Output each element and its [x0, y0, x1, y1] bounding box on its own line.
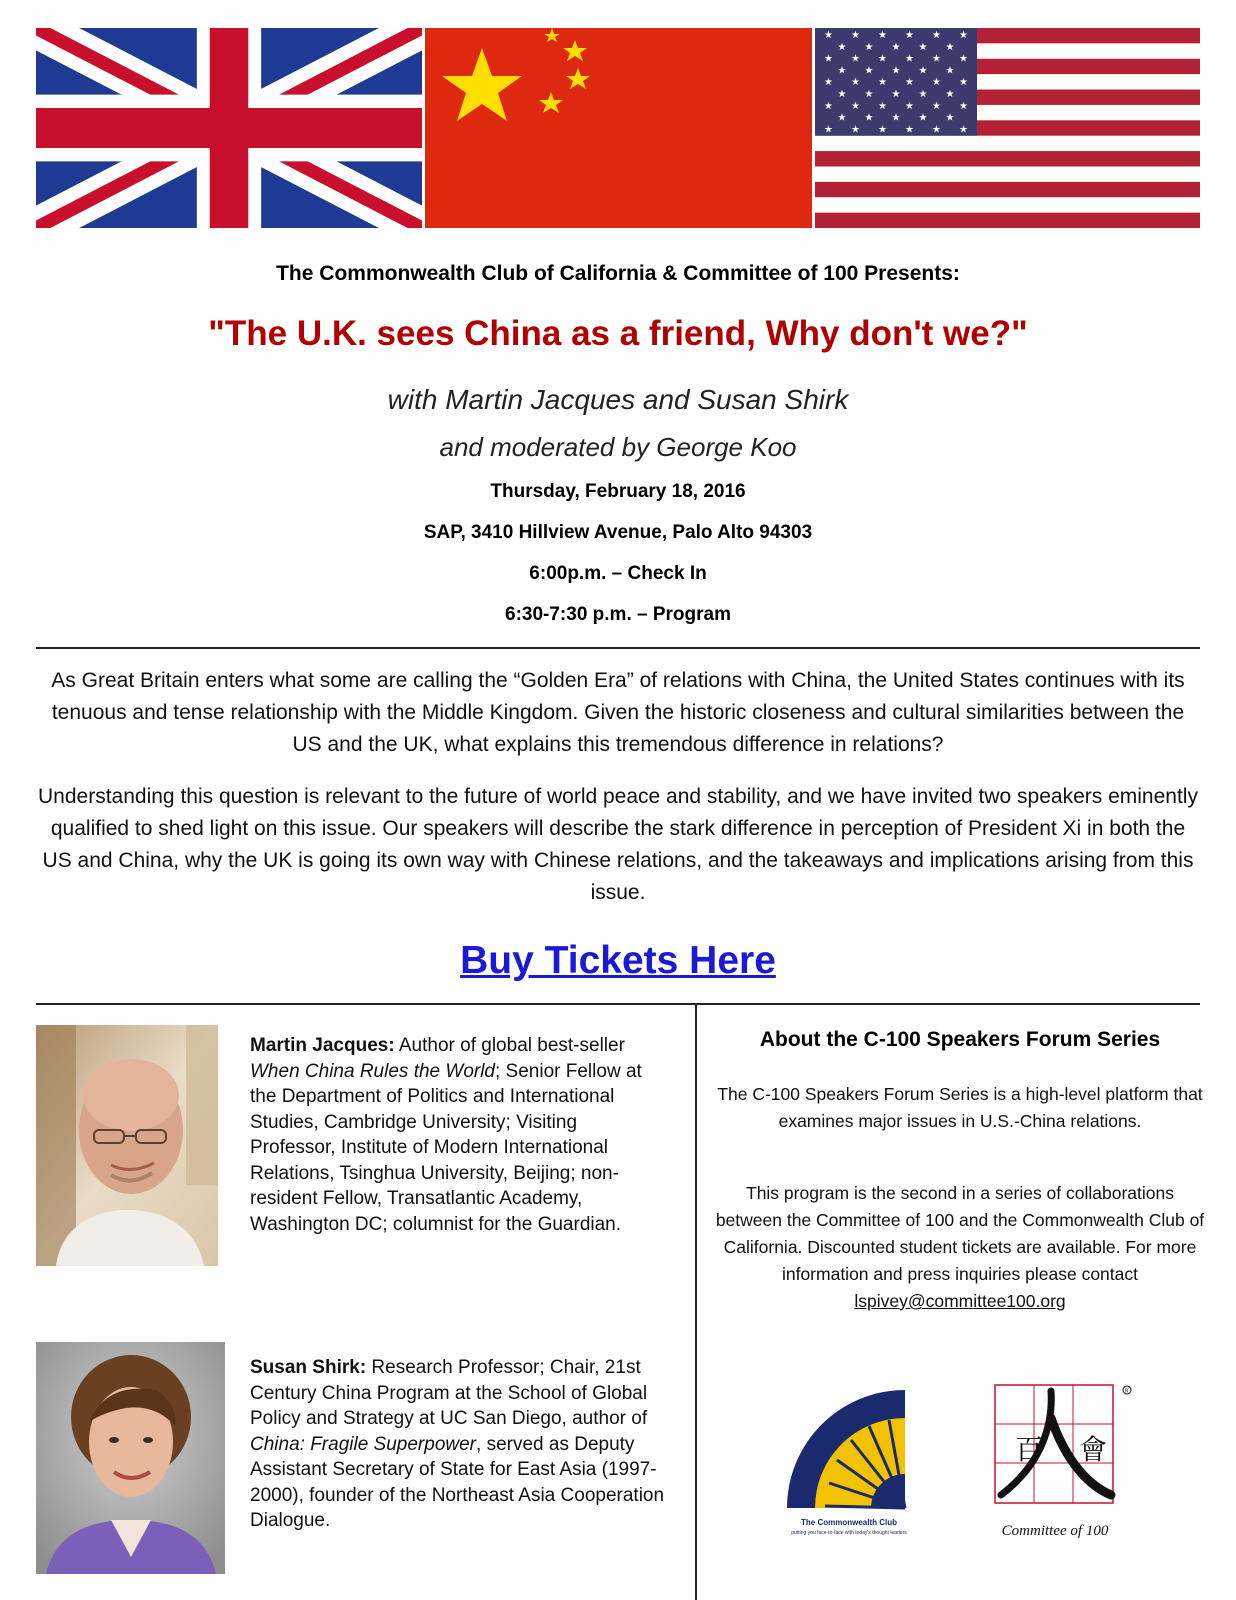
svg-text:★: ★ — [932, 100, 941, 112]
svg-text:★: ★ — [918, 89, 928, 100]
svg-text:★: ★ — [959, 100, 968, 112]
svg-text:★: ★ — [905, 77, 914, 89]
svg-text:★: ★ — [959, 124, 968, 136]
svg-text:★: ★ — [824, 100, 833, 112]
about-paragraph-2 — [715, 1180, 1205, 1315]
committee-of-100-name: Committee of 100 — [1001, 1523, 1109, 1539]
svg-text:★: ★ — [959, 53, 968, 65]
svg-text:★: ★ — [851, 30, 860, 41]
svg-text:★: ★ — [878, 100, 887, 112]
svg-text:★: ★ — [851, 77, 860, 89]
c100-char-left: 百 — [1015, 1433, 1044, 1466]
checkin-time: 6:00p.m. – Check In — [529, 563, 707, 584]
program-time: 6:30-7:30 p.m. – Program — [505, 604, 731, 625]
svg-text:★: ★ — [851, 100, 860, 112]
svg-text:★: ★ — [932, 77, 941, 89]
svg-text:★: ★ — [878, 124, 887, 136]
svg-text:★: ★ — [905, 100, 914, 112]
svg-text:★: ★ — [878, 30, 887, 41]
svg-text:★: ★ — [891, 112, 901, 124]
svg-text:★: ★ — [945, 41, 955, 53]
svg-text:★: ★ — [932, 124, 941, 136]
svg-text:★: ★ — [959, 30, 968, 41]
svg-text:★: ★ — [837, 89, 847, 100]
c100-char-right: 會 — [1079, 1433, 1108, 1466]
svg-text:★: ★ — [864, 41, 874, 53]
event-title: "The U.K. sees China as a friend, Why don't we?" — [208, 314, 1028, 353]
svg-text:★: ★ — [864, 112, 874, 124]
presenter-line: The Commonwealth Club of California & Committee of 100 Presents: — [276, 262, 960, 285]
committee-of-100-logo — [993, 1383, 1141, 1538]
susan-shirk-bio-text-1: Research Professor; Chair, 21st Century China Program at the School of Global Policy and Strategy at UC San Diego, author of — [250, 1357, 648, 1429]
svg-text:★: ★ — [891, 41, 901, 53]
martin-jacques-book: When China Rules the World — [250, 1060, 495, 1082]
svg-text:★: ★ — [864, 89, 874, 100]
svg-text:★: ★ — [932, 30, 941, 41]
svg-text:★: ★ — [864, 65, 874, 77]
svg-text:★: ★ — [905, 124, 914, 136]
uk-flag — [36, 28, 422, 228]
martin-jacques-bio-text-2: ; Senior Fellow at the Department of Politics and International Studies, Cambridge University; Visiting Professor, Institute of Modern International Relations, Tsinghua University, Beijing; non-resident Fellow, Transatlantic Academy, Washington DC; columnist for the Guardian. — [250, 1060, 642, 1235]
svg-text:★: ★ — [959, 77, 968, 89]
event-date: Thursday, February 18, 2016 — [490, 481, 746, 502]
china-flag — [425, 28, 812, 228]
svg-text:★: ★ — [945, 112, 955, 124]
us-flag — [815, 28, 1200, 228]
svg-text:★: ★ — [824, 77, 833, 89]
commonwealth-club-name: The Commonwealth Club — [801, 1518, 897, 1527]
susan-shirk-book: China: Fragile Superpower — [250, 1433, 477, 1455]
svg-text:★: ★ — [945, 89, 955, 100]
svg-text:★: ★ — [932, 53, 941, 65]
svg-text:★: ★ — [851, 124, 860, 136]
susan-shirk-name: Susan Shirk: — [250, 1357, 367, 1378]
description-paragraph-1: As Great Britain enters what some are calling the “Golden Era” of relations with China, the United States continues with its tenuous and tense relationship with the Middle Kingdom. Given the historic closeness and cultural similarities between the US and the UK, what explains this tremendous difference in relations? — [51, 669, 1185, 756]
susan-shirk-bio-text-2: , served as Deputy Assistant Secretary of State for East Asia (1997-2000), founder of the Northeast Asia Cooperation Dialogue. — [250, 1433, 665, 1531]
svg-text:★: ★ — [824, 30, 833, 41]
flags-banner — [36, 28, 1200, 228]
divider-top — [36, 647, 1200, 649]
svg-text:★: ★ — [851, 53, 860, 65]
svg-text:★: ★ — [905, 53, 914, 65]
martin-jacques-name: Martin Jacques: — [250, 1035, 395, 1056]
svg-text:★: ★ — [918, 112, 928, 124]
event-venue: SAP, 3410 Hillview Avenue, Palo Alto 94303 — [423, 522, 813, 543]
martin-jacques-bio-text-1: Author of global best-seller — [394, 1035, 625, 1056]
svg-text:★: ★ — [878, 77, 887, 89]
divider-middle — [36, 1003, 1200, 1005]
svg-text:★: ★ — [918, 65, 928, 77]
buy-tickets-link[interactable]: Buy Tickets Here — [460, 939, 776, 982]
susan-shirk-photo — [36, 1342, 225, 1574]
description-paragraph-2: Understanding this question is relevant to the future of world peace and stability, and we have invited two speakers eminently qualified to shed light on this issue. Our speakers will describe the stark difference in perception of President Xi in both the US and China, why the UK is going its own way with Chinese relations, and the takeaways and implications arising from this issue. — [38, 785, 1198, 904]
svg-text:★: ★ — [878, 53, 887, 65]
column-divider — [695, 1003, 697, 1600]
svg-text:★: ★ — [824, 124, 833, 136]
svg-text:★: ★ — [837, 65, 847, 77]
commonwealth-club-tagline: putting you face-to-face with today's thought leaders — [791, 1530, 907, 1536]
about-paragraph-1: The C-100 Speakers Forum Series is a high-level platform that examines major issues in U.S.-China relations. — [717, 1084, 1203, 1131]
svg-text:★: ★ — [891, 89, 901, 100]
susan-shirk-bio — [250, 1355, 665, 1534]
contact-email-link[interactable]: lspivey@committee100.org — [854, 1291, 1066, 1311]
about-paragraph-2-text: This program is the second in a series of collaborations between the Committee of 100 and the Commonwealth Club of California. Discounted student tickets are available. For more information and press inquiries please contact — [715, 1183, 1205, 1284]
svg-text:★: ★ — [837, 112, 847, 124]
about-heading: About the C-100 Speakers Forum Series — [759, 1028, 1161, 1051]
svg-text:★: ★ — [891, 65, 901, 77]
svg-text:★: ★ — [945, 65, 955, 77]
tickets-container — [0, 939, 1236, 983]
svg-text:★: ★ — [837, 41, 847, 53]
svg-text:★: ★ — [918, 41, 928, 53]
svg-text:★: ★ — [905, 30, 914, 41]
speakers-line: with Martin Jacques and Susan Shirk — [387, 384, 849, 415]
martin-jacques-photo — [36, 1025, 218, 1266]
martin-jacques-bio — [250, 1033, 655, 1237]
svg-text:★: ★ — [824, 53, 833, 65]
svg-text:R: R — [1125, 1388, 1129, 1395]
moderator-line: and moderated by George Koo — [439, 432, 797, 462]
